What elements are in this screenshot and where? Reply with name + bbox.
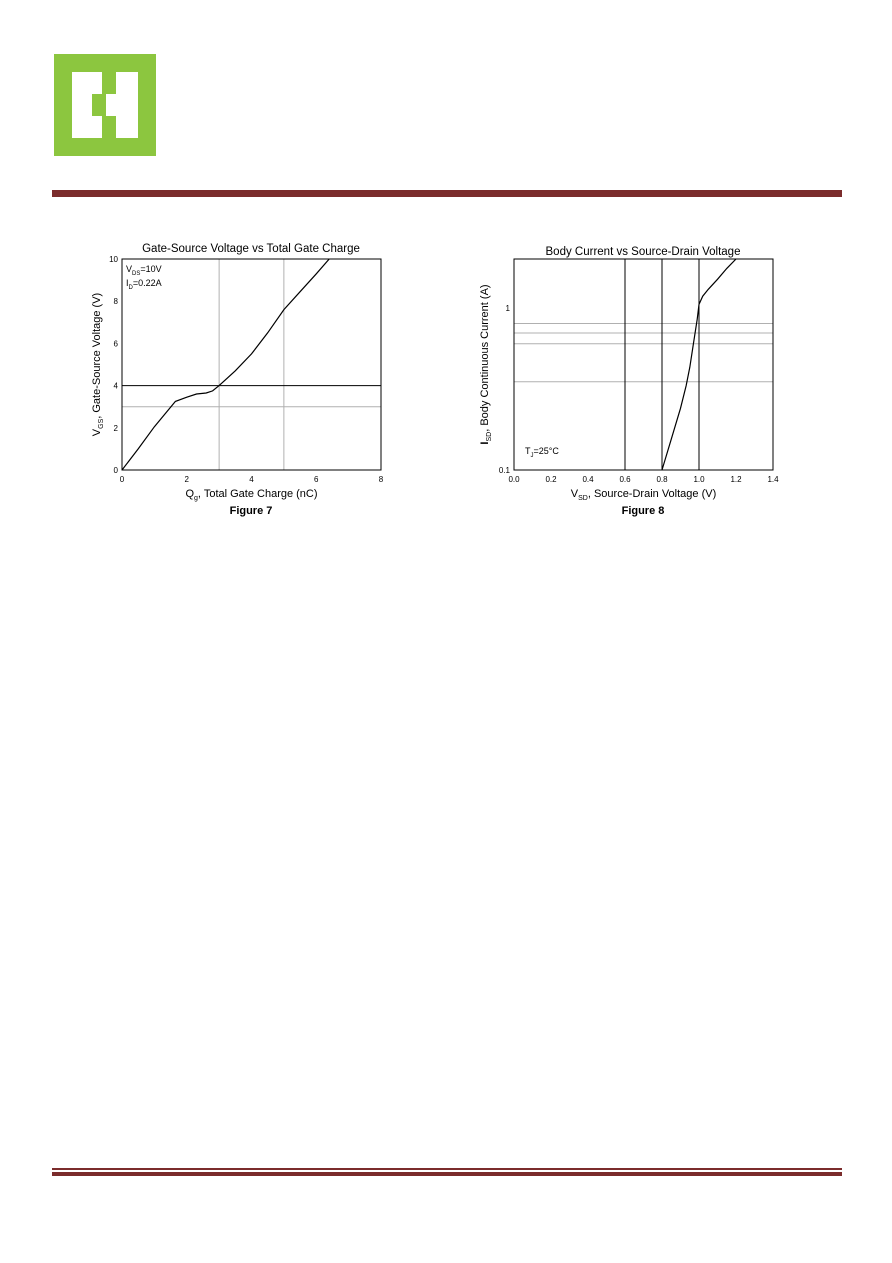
y-tick-label: 0 — [113, 466, 118, 475]
y-tick-label: 0.1 — [498, 466, 510, 475]
series-line — [122, 259, 329, 470]
chart-title: Body Current vs Source-Drain Voltage — [545, 246, 741, 258]
footer-rule-thin — [52, 1168, 842, 1170]
x-tick-label: 0.2 — [545, 475, 557, 484]
annotation-text — [126, 264, 162, 277]
x-tick-label: 0 — [119, 475, 125, 484]
y-axis-label — [479, 284, 493, 444]
annotation-rest: =25°C — [533, 446, 559, 456]
x-tick-label: 2 — [184, 475, 189, 484]
x-tick-label: 4 — [249, 475, 254, 484]
x-tick-label: 1.0 — [693, 475, 705, 484]
gate-charge-chart — [84, 236, 404, 520]
annotation-main: I — [126, 278, 129, 288]
annotation-sub: DS — [132, 271, 141, 277]
x-tick-label: 0.4 — [582, 475, 594, 484]
x-tick-label: 1.4 — [767, 475, 779, 484]
x-tick-label: 1.2 — [730, 475, 742, 484]
figure-label: Figure 8 — [621, 505, 665, 517]
logo-background — [54, 54, 156, 156]
annotation-text — [525, 446, 559, 459]
y-axis-label — [91, 293, 105, 436]
x-axis-label-main: V — [570, 488, 579, 500]
y-tick-label: 2 — [113, 423, 118, 433]
body-current-chart-svg — [472, 236, 792, 520]
plot-frame — [514, 259, 773, 470]
x-tick-label: 0.8 — [656, 475, 668, 484]
x-axis-label-rest: , Total Gate Charge (nC) — [197, 488, 318, 500]
annotation-rest: =0.22A — [132, 278, 162, 288]
x-tick-label: 8 — [378, 475, 384, 484]
x-axis-label-main: Q — [185, 488, 195, 500]
plot-frame — [122, 259, 381, 470]
chart-title: Gate-Source Voltage vs Total Gate Charge — [142, 243, 360, 255]
x-axis-label-sub: SD — [578, 495, 588, 502]
y-axis-label-sub: GS — [98, 418, 105, 429]
annotation-rest: =10V — [140, 264, 162, 274]
header-rule — [52, 190, 842, 197]
y-tick-label: 8 — [113, 297, 118, 307]
y-axis-label-main: I — [479, 441, 491, 445]
y-axis-label-rest: , Gate-Source Voltage (V) — [91, 292, 103, 419]
annotation-sub: D — [128, 285, 133, 291]
annotation-main: T — [525, 446, 531, 456]
y-axis-label-rest: , Body Continuous Current (A) — [479, 284, 491, 432]
y-axis-label-main: V — [91, 428, 103, 437]
y-tick-label: 6 — [113, 339, 118, 349]
x-axis-label — [185, 488, 317, 502]
x-axis-label-sub: g — [194, 495, 198, 502]
y-axis-label-sub: SD — [486, 431, 493, 442]
annotation-main: V — [126, 264, 133, 274]
y-tick-label: 10 — [109, 255, 118, 264]
x-tick-label: 0.0 — [508, 475, 520, 484]
body-current-chart — [472, 236, 792, 520]
x-axis-label — [571, 488, 716, 502]
company-logo-icon — [54, 54, 156, 156]
gate-charge-chart-svg — [84, 236, 404, 520]
annotation-text — [126, 278, 162, 291]
x-tick-label: 0.6 — [619, 475, 631, 484]
annotation-sub: J — [530, 453, 534, 459]
x-tick-label: 6 — [314, 475, 319, 484]
footer-rule-thick — [52, 1172, 842, 1176]
y-tick-label: 1 — [505, 303, 510, 313]
y-tick-label: 4 — [113, 381, 118, 391]
figure-label: Figure 7 — [229, 505, 273, 517]
x-axis-label-rest: , Source-Drain Voltage (V) — [587, 488, 717, 500]
